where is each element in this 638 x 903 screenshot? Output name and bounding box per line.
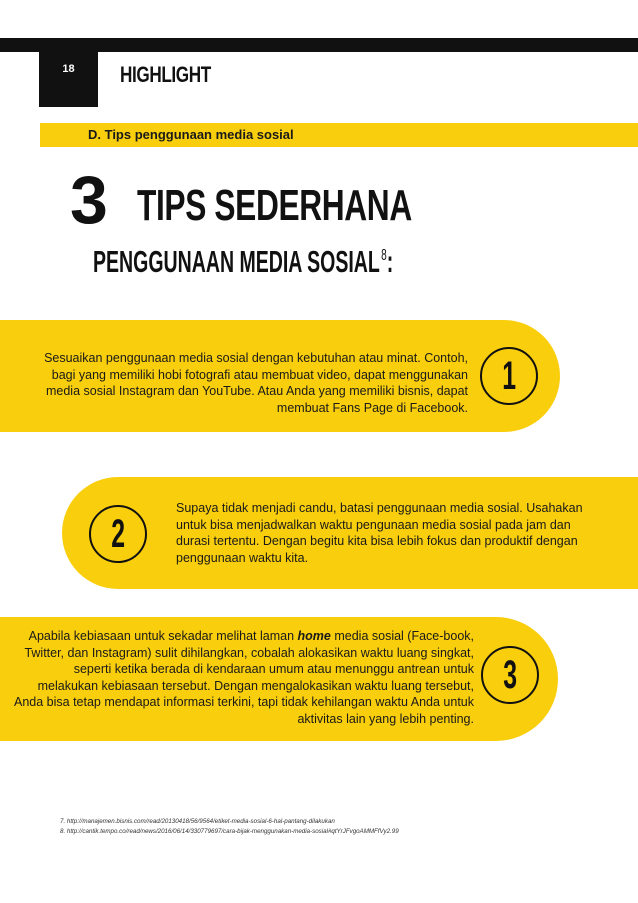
title-line-2	[93, 240, 393, 277]
tip-3-number-badge	[481, 646, 539, 704]
tip-1-number-badge	[480, 347, 538, 405]
subheading: D. Tips penggunaan media sosial	[88, 127, 294, 142]
footnote-7[interactable]: 7. http://manajemen.bisnis.com/read/20130418/56/9564/etiket-media-sosial-6-hal-pantang-dilakukan	[60, 818, 335, 825]
tip-2-number-badge	[89, 505, 147, 563]
title-line-2-text: PENGGUNAAN MEDIA SOSIAL	[93, 244, 380, 279]
tip-3-number: 3	[503, 653, 517, 697]
tip-2-text: Supaya tidak menjadi candu, batasi penggunaan media sosial. Usahakan untuk bisa menjadwalkan waktu pengunaan media sosial pada jam dan durasi tertentu. Dengan begitu kita bisa lebih fokus dan produktif dengan penggunaan waktu kita.	[176, 501, 583, 565]
tip-2-number: 2	[111, 512, 125, 556]
section-label: HIGHLIGHT	[120, 62, 211, 87]
tip-1-number: 1	[502, 354, 516, 398]
footnote-8[interactable]: 8. http://cantik.tempo.co/read/news/2016/06/14/330779697/cara-bijak-menggunakan-media-sosial#qtYrJFvgoAMMFfVy2.99	[60, 828, 399, 835]
footnote-reference: 8	[381, 247, 387, 264]
tip-3-text-after: media sosial (Face-book, Twitter, dan Instagram) sulit dihilangkan, cobalah alokasikan waktu luang singkat, seperti ketika berada di kendaraan umum atau menunggu antrean untuk melakukan kebiasaan tersebut. Dengan mengalokasikan waktu luang tersebut, Anda bisa tetap mendapat informasi terkini, tapi tidak kehilangan waktu Anda untuk aktivitas lain yang lebih penting.	[14, 629, 475, 726]
title-number: 3	[70, 162, 108, 238]
title-line-1: TIPS SEDERHANA	[137, 181, 412, 230]
tip-3-text-before: Apabila kebiasaan untuk sekadar melihat laman	[28, 629, 298, 643]
tip-3-text	[14, 628, 474, 727]
footnotes	[60, 817, 399, 837]
title-suffix: :	[386, 244, 394, 279]
page-number: 18	[39, 52, 98, 107]
tip-1-text: Sesuaikan penggunaan media sosial dengan kebutuhan atau minat. Contoh, bagi yang memiliki hobi fotografi atau membuat video, dapat menggunakan media sosial Instagram dan YouTube. Atau Anda yang memiliki bisnis, dapat membuat Fans Page di Facebook.	[44, 351, 468, 415]
header-bar	[0, 38, 638, 52]
tip-3-text-emphasis: home	[297, 629, 331, 643]
